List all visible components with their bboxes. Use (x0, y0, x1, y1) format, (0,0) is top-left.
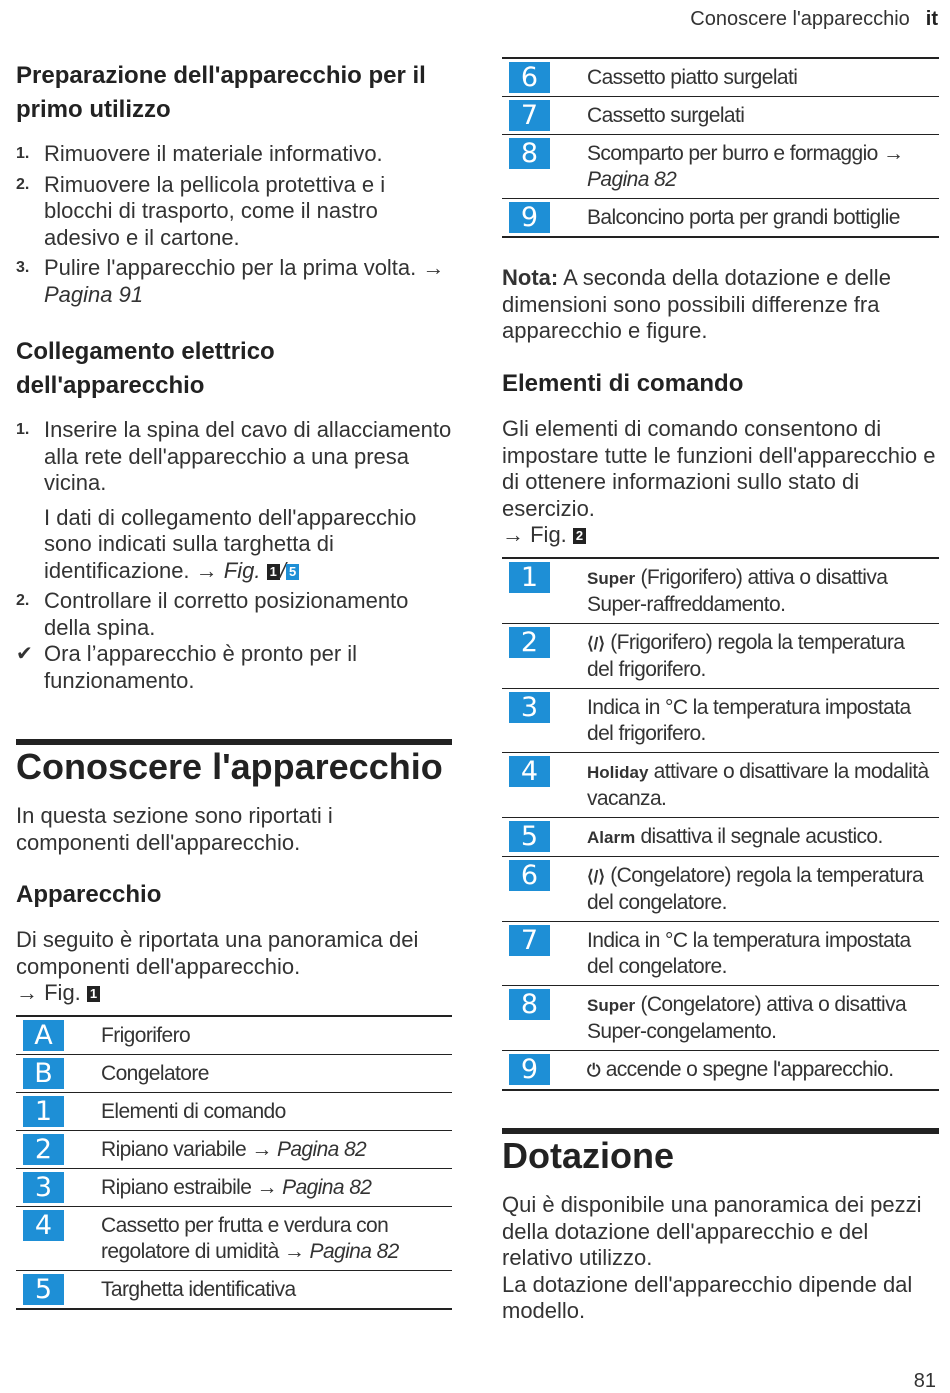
desc-cell (93, 1055, 452, 1093)
desc-cell (579, 199, 939, 238)
item-text: Balconcino porta per grandi bottiglie (587, 206, 900, 229)
part-row (16, 1131, 452, 1169)
key-cell (16, 1207, 93, 1271)
key-cell (16, 1093, 93, 1131)
connection-step-1 (16, 417, 452, 497)
note-text: A seconda della dotazione e delle dimensioni sono possibili differenze fra apparecchio e figure. (502, 265, 891, 343)
controls-intro (502, 416, 939, 549)
desc-cell (579, 818, 939, 857)
parts-table-b (502, 57, 939, 238)
item-key-badge: B (23, 1058, 64, 1089)
control-button-symbol: ⏻ (587, 1061, 601, 1080)
item-text: Cassetto piatto surgelati (587, 66, 798, 89)
key-cell (502, 558, 579, 624)
prep-step (16, 141, 452, 168)
step-text: Rimuovere il materiale informativo. (44, 141, 383, 166)
item-key-badge: 9 (509, 202, 550, 233)
key-cell (502, 1051, 579, 1091)
desc-cell (579, 1051, 939, 1091)
key-cell (502, 624, 579, 689)
key-cell (16, 1055, 93, 1093)
desc-cell (93, 1016, 452, 1055)
section-title-equipment: Dotazione (502, 1135, 675, 1176)
item-key-badge: 5 (23, 1274, 64, 1305)
control-button-symbol: Super (587, 996, 636, 1015)
desc-cell (93, 1207, 452, 1271)
key-cell (502, 857, 579, 922)
item-text: Cassetto surgelati (587, 104, 745, 127)
step-text: Controllare il corretto posizionamento della spina. (44, 588, 409, 640)
desc-cell (579, 689, 939, 753)
key-cell (502, 689, 579, 753)
item-text: (Frigorifero) regola la temperatura del frigorifero. (587, 631, 905, 681)
control-row (502, 818, 939, 857)
prep-heading: Preparazione dell'apparecchio per il primo utilizzo (16, 62, 426, 123)
desc-cell (579, 135, 939, 199)
equipment-text-1: Qui è disponibile una panoramica dei pezzi della dotazione dell'apparecchio e del relativo utilizzo. (502, 1192, 922, 1270)
parts-table-a (16, 1015, 452, 1310)
controls-table (502, 557, 939, 1091)
step-number: 3. (16, 259, 30, 276)
figure-ref[interactable]: → Fig. (195, 557, 261, 583)
part-row (502, 58, 939, 97)
item-text: (Frigorifero) attiva o disattiva Super-raffreddamento. (587, 566, 888, 616)
item-key-badge: 6 (509, 860, 550, 891)
item-key-badge: 1 (509, 562, 550, 593)
item-text: Ripiano estraibile (101, 1176, 252, 1199)
item-text: Congelatore (101, 1062, 209, 1085)
item-key-badge: 8 (509, 138, 550, 169)
desc-cell (93, 1093, 452, 1131)
prep-step (16, 255, 452, 308)
key-cell (502, 818, 579, 857)
item-key-badge: 6 (509, 62, 550, 93)
section-rule (502, 1128, 939, 1134)
item-text: disattiva il segnale acustico. (640, 825, 883, 848)
key-cell (16, 1016, 93, 1055)
desc-cell (579, 58, 939, 97)
step-text: Inserire la spina del cavo di allacciamento alla rete dell'apparecchio a una presa vicina. (44, 417, 452, 495)
key-cell (502, 58, 579, 97)
item-key-badge: 8 (509, 989, 550, 1020)
item-text: Cassetto per frutta e verdura con regolatore di umidità (101, 1214, 389, 1263)
item-text: Frigorifero (101, 1024, 191, 1047)
figure-item-badge: 5 (286, 564, 299, 580)
prep-step (16, 172, 452, 252)
item-key-badge: 4 (509, 756, 550, 787)
part-row (16, 1055, 452, 1093)
desc-cell (579, 753, 939, 818)
item-text: Indica in °C la temperatura impostata del congelatore. (587, 929, 911, 978)
note (502, 265, 939, 345)
item-key-badge: 7 (509, 925, 550, 956)
parts-table (502, 57, 939, 238)
item-text: Indica in °C la temperatura impostata del frigorifero. (587, 696, 911, 745)
control-button-symbol: ⟨/⟩ (587, 867, 605, 886)
figure-badge: 2 (573, 528, 586, 544)
part-row (16, 1207, 452, 1271)
part-row (16, 1016, 452, 1055)
item-key-badge: 5 (509, 821, 550, 852)
connection-note (16, 505, 452, 585)
page-number: 81 (913, 1370, 936, 1392)
control-row (502, 1051, 939, 1091)
key-cell (502, 922, 579, 986)
item-text: accende o spegne l'apparecchio. (605, 1058, 894, 1081)
part-row (502, 135, 939, 199)
key-cell (16, 1131, 93, 1169)
figure-separator: / (279, 557, 286, 583)
desc-cell (579, 986, 939, 1051)
item-key-badge: A (23, 1020, 64, 1051)
page-ref[interactable]: → Pagina 82 (283, 1240, 399, 1263)
note-label: Nota: (502, 265, 559, 290)
figure-ref[interactable]: → Fig. (16, 980, 81, 1005)
item-key-badge: 9 (509, 1054, 550, 1085)
controls-heading: Elementi di comando (502, 370, 744, 397)
step-text: Rimuovere la pellicola protettiva e i blocchi di trasporto, come il nastro adesivo e il cartone. (44, 171, 386, 250)
running-header (690, 8, 938, 31)
controls-text: Gli elementi di comando consentono di impostare tutte le funzioni dell'apparecchio e di ottenere informazioni sullo stato di esercizio. (502, 416, 936, 521)
control-row (502, 922, 939, 986)
key-cell (502, 753, 579, 818)
key-cell (16, 1271, 93, 1310)
item-key-badge: 3 (509, 692, 550, 723)
parts-table (16, 1015, 452, 1310)
desc-cell (93, 1169, 452, 1207)
page-ref[interactable]: → Pagina 91 (44, 255, 445, 307)
item-key-badge: 2 (509, 627, 550, 658)
page-ref[interactable]: → Pagina 82 (587, 142, 904, 191)
key-cell (502, 199, 579, 238)
step-text: Pulire l'apparecchio per la prima volta. (44, 255, 417, 280)
note-text: I dati di collegamento dell'apparecchio sono indicati sulla targhetta di identificazione. (44, 504, 417, 583)
key-cell (16, 1169, 93, 1207)
step-number: 2. (16, 592, 30, 609)
desc-cell (579, 558, 939, 624)
appliance-text: Di seguito è riportata una panoramica dei componenti dell'apparecchio. (16, 927, 419, 979)
control-row (502, 986, 939, 1051)
connection-step-2 (16, 588, 452, 641)
desc-cell (579, 97, 939, 135)
item-key-badge: 4 (23, 1210, 64, 1241)
control-button-symbol: Holiday (587, 763, 649, 782)
key-cell (502, 135, 579, 199)
desc-cell (579, 922, 939, 986)
item-key-badge: 7 (509, 100, 550, 131)
item-text: Targhetta identificativa (101, 1278, 296, 1301)
controls-list (502, 557, 939, 1091)
item-text: (Congelatore) regola la temperatura del congelatore. (587, 864, 924, 914)
connection-steps (16, 417, 452, 694)
control-button-symbol: Alarm (587, 828, 636, 847)
figure-ref[interactable]: → Fig. (502, 522, 567, 547)
appliance-intro (16, 927, 452, 1007)
item-text: attivare o disattivare la modalità vacanza. (587, 760, 929, 810)
equipment-text-2: La dotazione dell'apparecchio dipende dal modello. (502, 1271, 913, 1323)
step-number: 1. (16, 145, 30, 162)
part-row (16, 1271, 452, 1310)
item-key-badge: 3 (23, 1172, 64, 1203)
item-text: (Congelatore) attiva o disattiva Super-congelamento. (587, 993, 907, 1043)
checkmark-icon: ✔ (16, 643, 33, 665)
part-row (16, 1093, 452, 1131)
page-ref[interactable]: → Pagina 82 (256, 1176, 372, 1199)
step-number: 1. (16, 421, 30, 438)
connection-heading: Collegamento elettrico dell'apparecchio (16, 338, 275, 399)
header-language: it (925, 8, 938, 30)
desc-cell (93, 1271, 452, 1310)
control-row (502, 857, 939, 922)
desc-cell (93, 1131, 452, 1169)
item-text: Scomparto per burro e formaggio (587, 142, 878, 165)
connection-result (16, 641, 452, 694)
header-section: Conoscere l'apparecchio (690, 8, 910, 30)
control-row (502, 689, 939, 753)
part-row (502, 97, 939, 135)
result-text: Ora l’apparecchio è pronto per il funzionamento. (44, 641, 358, 693)
step-number: 2. (16, 175, 30, 193)
item-key-badge: 2 (23, 1134, 64, 1165)
control-row (502, 558, 939, 624)
control-row (502, 753, 939, 818)
figure-badge: 1 (87, 986, 100, 1002)
key-cell (502, 986, 579, 1051)
prep-steps (16, 141, 452, 308)
item-key-badge: 1 (23, 1096, 64, 1127)
item-text: Elementi di comando (101, 1100, 286, 1123)
equipment-intro (502, 1192, 939, 1325)
section-title-know: Conoscere l'apparecchio (16, 746, 443, 787)
control-row (502, 624, 939, 689)
part-row (502, 199, 939, 238)
desc-cell (579, 624, 939, 689)
page-ref[interactable]: → Pagina 82 (251, 1138, 367, 1161)
section-rule (16, 739, 452, 745)
part-row (16, 1169, 452, 1207)
know-intro: In questa sezione sono riportati i componenti dell'apparecchio. (16, 803, 333, 855)
figure-badge: 1 (267, 564, 280, 580)
control-button-symbol: ⟨/⟩ (587, 634, 605, 653)
control-button-symbol: Super (587, 569, 636, 588)
desc-cell (579, 857, 939, 922)
appliance-heading: Apparecchio (16, 881, 162, 908)
key-cell (502, 97, 579, 135)
item-text: Ripiano variabile (101, 1138, 247, 1161)
